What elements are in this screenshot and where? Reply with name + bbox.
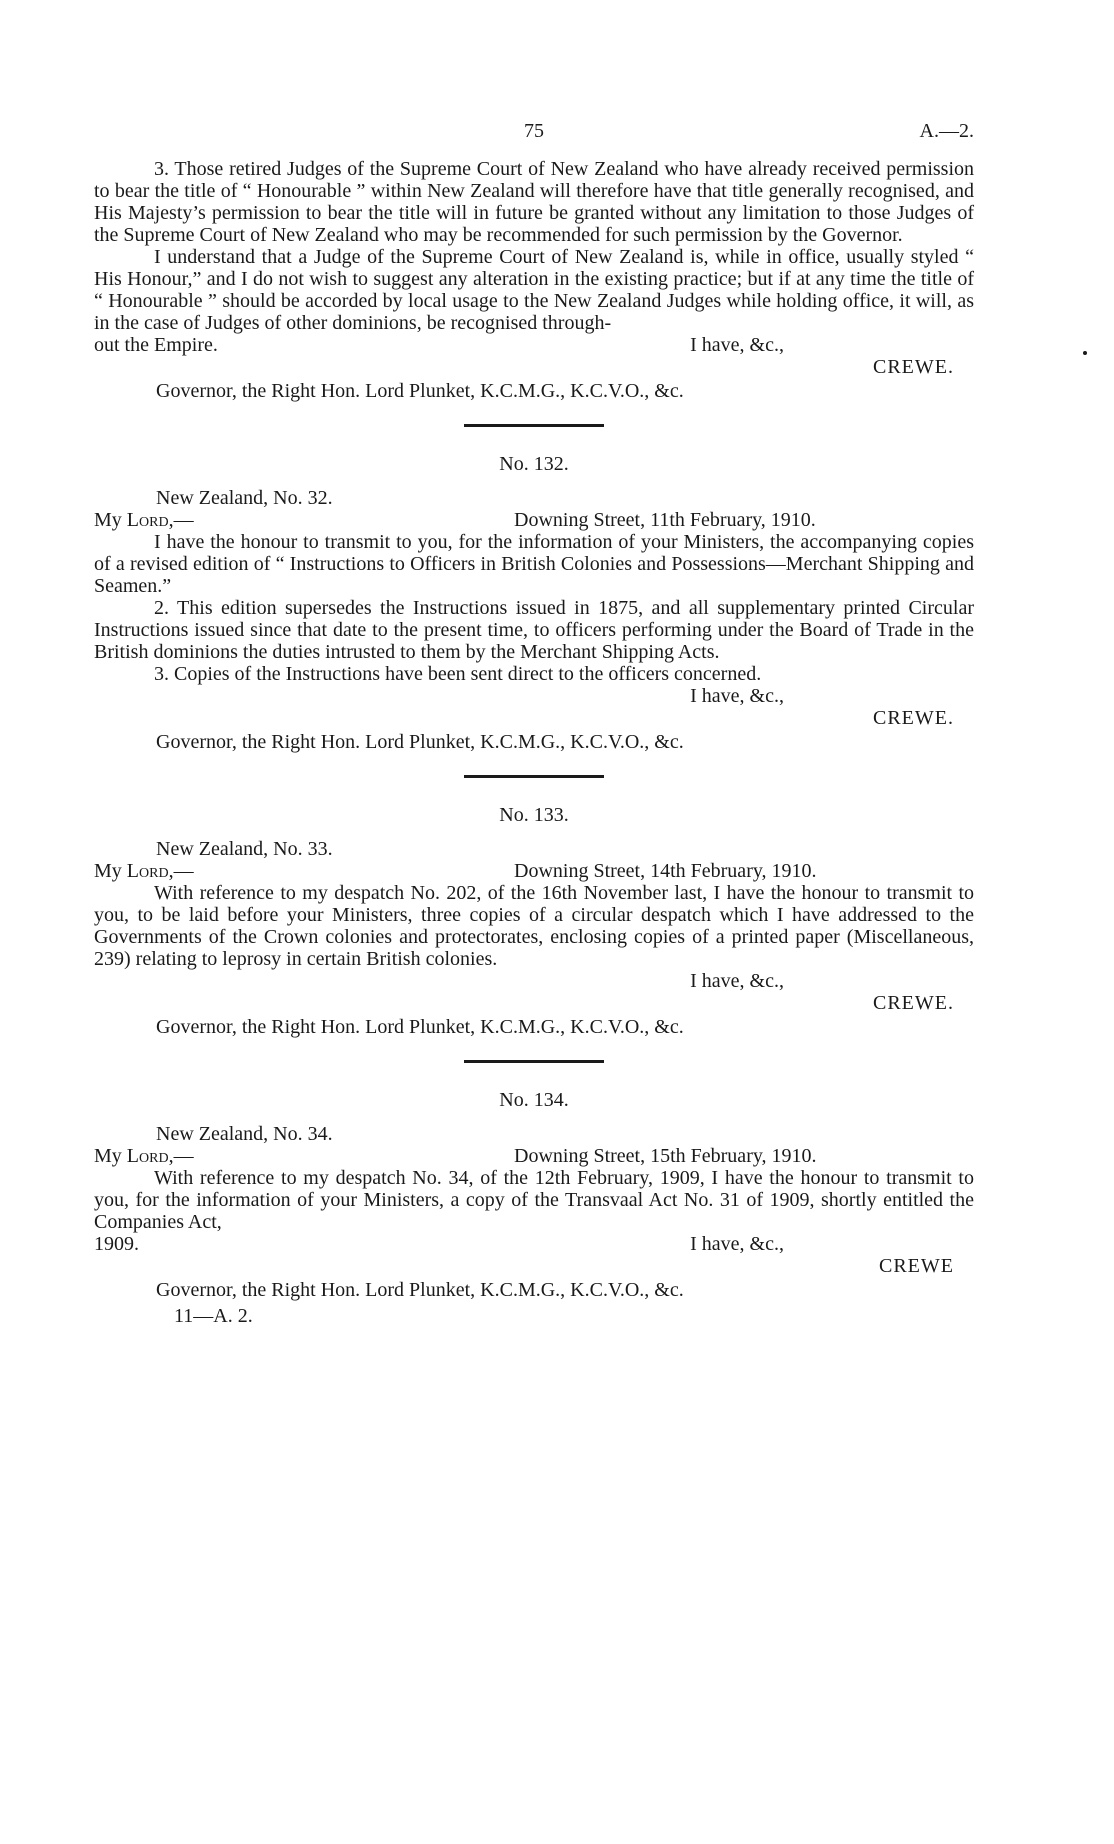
page-number: 75 [524, 120, 544, 142]
despatch-134 [94, 1089, 974, 1301]
continued-despatch [94, 158, 974, 402]
paragraph: With reference to my despatch No. 202, of the 16th November last, I have the honour to transmit to you, to be laid before your Ministers, three copies of a circular despatch which I have addressed to the Governments of the Crown colonies and protectorates, enclosing copies of a printed paper (Miscellaneous, 239) relating to leprosy in certain British colonies. [94, 882, 974, 970]
place-date: Downing Street, 14th February, 1910. [514, 860, 817, 882]
despatch-number: No. 134. [499, 1089, 569, 1111]
paragraph-end: out the Empire. [94, 334, 218, 356]
salutation: My Lord,— [94, 1145, 194, 1167]
addressee: Governor, the Right Hon. Lord Plunket, K.C.M.G., K.C.V.O., &c. [156, 731, 684, 753]
signature: CREWE [879, 1255, 954, 1277]
paragraph: With reference to my despatch No. 34, of the 12th February, 1909, I have the honour to transmit to you, for the information of your Ministers, a copy of the Transvaal Act No. 31 of 1909, shortly entitled the Companies Act, [94, 1167, 974, 1233]
closing-row [94, 334, 974, 356]
salutation-row [94, 1145, 974, 1167]
salutation-row [94, 509, 974, 531]
closing: I have, &c., [690, 1233, 784, 1255]
despatch-132 [94, 453, 974, 753]
addressee: Governor, the Right Hon. Lord Plunket, K.C.M.G., K.C.V.O., &c. [156, 1279, 684, 1301]
place-date: Downing Street, 11th February, 1910. [514, 509, 816, 531]
section-divider [464, 775, 604, 778]
nz-reference: New Zealand, No. 32. [156, 487, 333, 509]
section-divider [464, 1060, 604, 1063]
place-date: Downing Street, 15th February, 1910. [514, 1145, 817, 1167]
paragraph: 3. Those retired Judges of the Supreme Court of New Zealand who have already received permission to bear the title of “ Honourable ” within New Zealand will therefore have that title generally recognised, and His Majesty’s permission to bear the title will in future be granted without any limitation to those Judges of the Supreme Court of New Zealand who may be recommended for such permission by the Governor. [94, 158, 974, 246]
page-header [94, 120, 974, 150]
salutation: My Lord,— [94, 509, 194, 531]
paragraph: 2. This edition supersedes the Instructions issued in 1875, and all supplementary printed Circular Instructions issued since that date to the present time, to officers performing under the Board of Trade in the British dominions the duties intrusted to them by the Merchant Shipping Acts. [94, 597, 974, 663]
addressee: Governor, the Right Hon. Lord Plunket, K.C.M.G., K.C.V.O., &c. [156, 380, 684, 402]
section-divider [464, 424, 604, 427]
margin-mark [1083, 351, 1087, 355]
despatch-number: No. 133. [499, 804, 569, 826]
paragraph: 3. Copies of the Instructions have been sent direct to the officers concerned. [154, 663, 762, 685]
despatch-133 [94, 804, 974, 1038]
paragraph: I understand that a Judge of the Supreme Court of New Zealand is, while in office, usually styled “ His Honour,” and I do not wish to suggest any alteration in the existing practice; but if at any time the title of “ Honourable ” should be accorded by local usage to the New Zealand Judges while holding office, it will, as in the case of Judges of other dominions, be recognised through- [94, 246, 974, 334]
salutation: My Lord,— [94, 860, 194, 882]
document-page [94, 120, 974, 1327]
paragraph-end: 1909. [94, 1233, 139, 1255]
signature: CREWE. [873, 707, 954, 729]
paper-reference: A.—2. [919, 120, 974, 142]
addressee: Governor, the Right Hon. Lord Plunket, K.C.M.G., K.C.V.O., &c. [156, 1016, 684, 1038]
signature: CREWE. [873, 356, 954, 378]
closing: I have, &c., [690, 970, 784, 992]
signature-reference: 11—A. 2. [174, 1305, 253, 1327]
paragraph: I have the honour to transmit to you, for the information of your Ministers, the accompanying copies of a revised edition of “ Instructions to Officers in British Colonies and Possessions—Merchant Shipping and Seamen.” [94, 531, 974, 597]
nz-reference: New Zealand, No. 34. [156, 1123, 333, 1145]
closing: I have, &c., [690, 685, 784, 707]
despatch-number: No. 132. [499, 453, 569, 475]
closing: I have, &c., [690, 334, 784, 356]
nz-reference: New Zealand, No. 33. [156, 838, 333, 860]
signature: CREWE. [873, 992, 954, 1014]
closing-row [94, 1233, 974, 1255]
salutation-row [94, 860, 974, 882]
